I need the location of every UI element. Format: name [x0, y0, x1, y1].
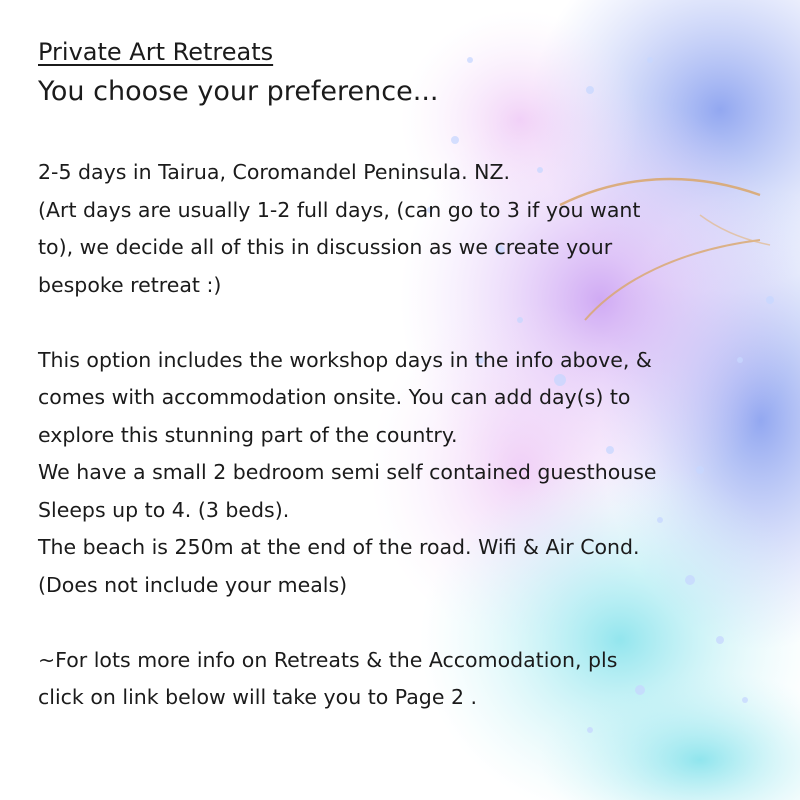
- page-subtitle: You choose your preference...: [38, 76, 439, 107]
- text-line: explore this stunning part of the country.: [38, 422, 458, 447]
- paragraph-gap: [38, 604, 778, 642]
- text-line: ~For lots more info on Retreats & the Accomodation, pls: [38, 647, 618, 672]
- paragraph-accommodation: [38, 342, 778, 605]
- text-line: Sleeps up to 4. (3 beds).: [38, 497, 290, 522]
- text-line: We have a small 2 bedroom semi self contained guesthouse: [38, 460, 657, 484]
- text-content: [38, 34, 778, 717]
- text-line: 2-5 days in Tairua, Coromandel Peninsula. NZ.: [38, 160, 511, 184]
- text-line: bespoke retreat :): [38, 272, 222, 297]
- paragraph-details: [38, 154, 778, 304]
- text-line: (Art days are usually 1-2 full days, (can go to 3 if you want: [38, 197, 641, 222]
- text-line: to), we decide all of this in discussion as we create your: [38, 235, 613, 259]
- text-line: This option includes the workshop days in the info above, &: [38, 347, 652, 372]
- body-text: [38, 154, 778, 717]
- paragraph-more-info: [38, 642, 778, 717]
- paragraph-gap: [38, 304, 778, 342]
- text-line: comes with accommodation onsite. You can add day(s) to: [38, 385, 631, 409]
- page-title: Private Art Retreats: [38, 38, 274, 66]
- text-line: The beach is 250m at the end of the road. Wifi & Air Cond.: [38, 535, 640, 559]
- text-line: click on link below will take you to Page 2 .: [38, 685, 478, 709]
- text-line: (Does not include your meals): [38, 572, 348, 597]
